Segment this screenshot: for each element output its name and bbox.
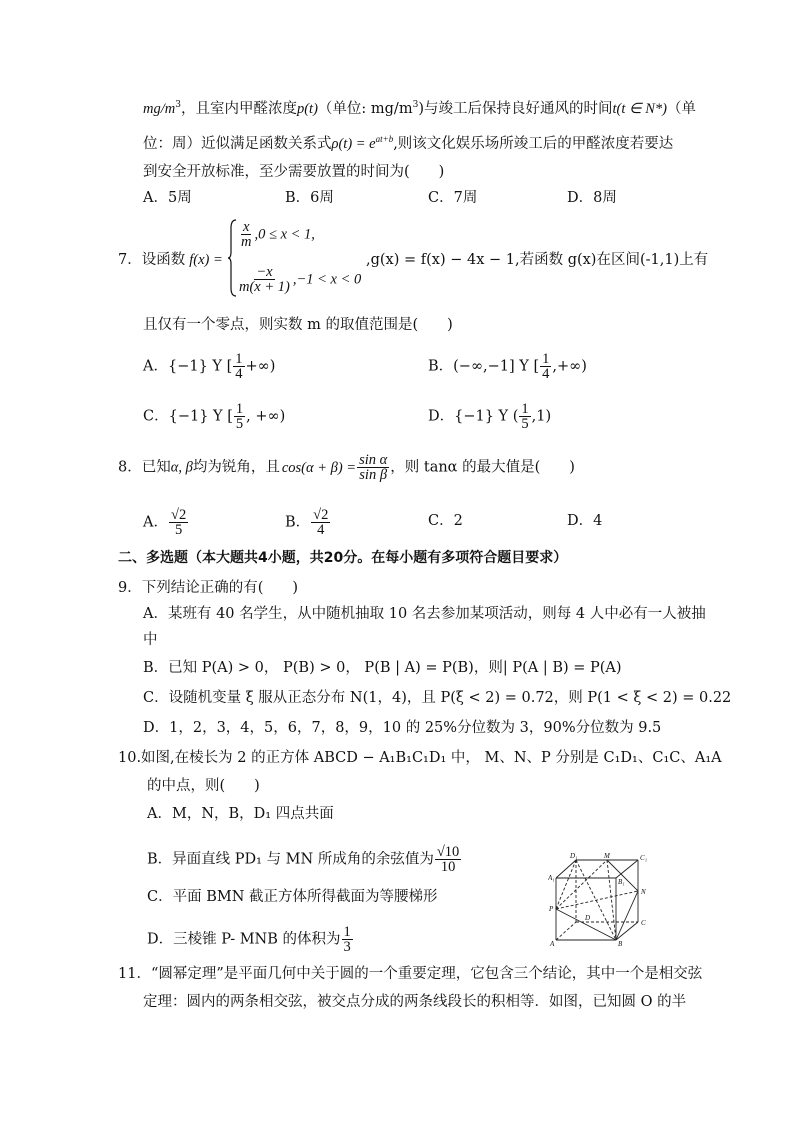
q7-a-frac — [233, 352, 244, 381]
section-heading: 二、多选题（本大题共4小题，共20分。在每小题有多项符合题目要求） — [118, 550, 568, 566]
q7-case1-frac — [239, 220, 253, 249]
q8-a-pre: A． — [143, 514, 168, 531]
q6-text5: ,则该文化娱乐场所竣工后的甲醛浓度若要达 — [393, 135, 674, 152]
q7-b-pre: B．(−∞,−1] Y [ — [428, 358, 540, 375]
q8-label: 8．已知 — [118, 459, 171, 476]
q7-d-den: 5 — [521, 416, 529, 432]
q10-b-den: 10 — [440, 859, 456, 875]
edge-ad-hidden — [556, 922, 576, 940]
q6-text4: 位：周）近似满足函数关系式 — [143, 135, 332, 152]
q10-b-num: √10 — [436, 844, 460, 860]
q7-case1-cond: ,0 ≤ x < 1, — [254, 226, 315, 243]
q8-a-num: √2 — [170, 507, 187, 523]
q7-d-num: 1 — [521, 401, 529, 417]
q7-a-pre: A．{−1} Y [ — [143, 358, 233, 375]
q8-cos: cos(α + β) = — [281, 459, 357, 476]
q7-a-num: 1 — [235, 351, 243, 367]
q6-text2: )与竣工后保持良好通风的时间 — [418, 100, 613, 117]
q8-stem — [118, 453, 575, 482]
q8-b-pre: B． — [285, 514, 311, 531]
q7-d-pre: D．{−1} Y ( — [428, 408, 519, 425]
q9-option-a-line2: 中 — [143, 632, 158, 648]
q7-option-c — [143, 402, 285, 431]
q8-b-den: 4 — [317, 522, 325, 538]
q9-option-c: C．设随机变量 ξ 服从正态分布 N(1，4)，且 P(ξ < 2) = 0.72，则 P(1 < ξ < 2) = 0.22 — [143, 690, 732, 706]
q6-option-a: A．5周 — [143, 190, 192, 206]
line-nb — [616, 891, 638, 940]
q6-option-c: C．7周 — [428, 190, 478, 206]
q7-b-post: ,+∞) — [552, 358, 587, 375]
q8-b-num: √2 — [313, 507, 329, 523]
q8-a-den: 5 — [174, 522, 183, 538]
q7-c-pre: C．{−1} Y [ — [143, 408, 233, 425]
q10-d-den: 3 — [343, 939, 351, 955]
q6-unit: （单位: mg/m — [317, 100, 413, 117]
q7-case2-den: m(x + 1) — [239, 279, 290, 295]
q6-option-d: D．8周 — [567, 190, 617, 206]
q8-frac — [357, 453, 389, 482]
q8-a-frac — [169, 508, 188, 537]
q11-line1: 11．“圆幂定理”是平面几何中关于圆的一个重要定理，它包含三个结论，其中一个是相交弦 — [118, 966, 703, 982]
q9-option-d: D．1，2，3，4，5，6，7，8，9，10 的 25%分位数为 3，90%分位数为 9.5 — [143, 720, 662, 736]
q7-prefix — [118, 250, 223, 270]
q6-exponent: at+b — [375, 134, 394, 144]
q8-num: sin α — [359, 452, 388, 468]
label-a: A — [550, 940, 555, 947]
q6-formula: ρ(t) = e — [331, 135, 376, 152]
edge-bc — [616, 922, 638, 940]
line-mn — [607, 860, 638, 891]
q7-case2-num: −x — [256, 264, 273, 280]
q7-case2-frac — [237, 265, 292, 294]
q10-option-a: A．M，N，B，D₁ 四点共面 — [147, 806, 334, 822]
label-c1: C₁ — [640, 854, 648, 862]
q8-option-c: C．2 — [428, 513, 463, 529]
label-p: P — [549, 905, 554, 913]
label-b1: B₁ — [618, 878, 625, 886]
line-mb-hidden — [607, 860, 616, 940]
q7-case1 — [238, 220, 315, 249]
label-m: M — [604, 852, 610, 860]
q7-a-den: 4 — [235, 366, 243, 382]
q10-d-num: 1 — [343, 924, 351, 940]
q10-d-frac — [342, 925, 353, 954]
q11-line2: 定理：圆内的两条相交弦，被交点分成的两条线段长的积相等．如图，已知圆 O 的半 — [143, 994, 687, 1010]
line-pn-hidden — [556, 891, 638, 909]
q10-d-pre: D．三棱锥 P- MNB 的体积为 — [147, 931, 341, 948]
q7-b-num: 1 — [542, 351, 550, 367]
q10-stem-line2: 的中点，则( ) — [147, 778, 260, 794]
q6-func: p(t) — [296, 100, 318, 117]
q7-c-post: , +∞) — [246, 408, 286, 425]
q9-option-b: B．已知 P(A) > 0， P(B) > 0， P(B | A) = P(B)，则| P(A | B) = P(A) — [143, 660, 622, 676]
q7-case2-cond: ,−1 < x < 0 — [292, 271, 362, 288]
q8-suffix: ，则 tanα 的最大值是( ) — [390, 459, 575, 476]
q7-case1-num: x — [243, 219, 250, 235]
label-n: N — [641, 888, 646, 896]
q7-label: 7．设函数 — [118, 252, 186, 268]
q6-domain: t(t ∈ N*) — [612, 100, 667, 117]
q7-b-den: 4 — [542, 366, 550, 382]
q9-stem: 9．下列结论正确的有( ) — [118, 580, 299, 596]
q10-b-frac — [435, 845, 461, 874]
q10-option-c: C．平面 BMN 截正方体所得截面为等腰梯形 — [147, 889, 438, 905]
q8-den: sin β — [359, 467, 388, 483]
label-c: C — [641, 919, 646, 927]
q10-b-pre: B．异面直线 PD₁ 与 MN 所成角的余弦值为 — [147, 851, 434, 868]
line-pd1-hidden — [556, 860, 576, 909]
q7-line2: 且仅有一个零点，则实数 m 的取值范围是( ) — [143, 317, 453, 333]
label-d: D — [585, 914, 591, 922]
q8-b-frac — [311, 508, 330, 537]
q7-c-frac — [234, 402, 245, 431]
q8-option-d: D．4 — [567, 513, 603, 529]
q7-case1-den: m — [241, 234, 252, 250]
q7-b-frac — [540, 352, 551, 381]
edge-a1d1 — [556, 860, 576, 878]
q7-d-frac — [519, 402, 530, 431]
q10-option-b — [147, 845, 462, 874]
q6-line3: 到安全开放标准，至少需要放置的时间为( ) — [143, 164, 445, 180]
q6-text: ，且室内甲醛浓度 — [180, 100, 297, 117]
label-a1: A₁ — [548, 874, 555, 882]
q7-gx: ,g(x) = f(x) − 4x − 1,若函数 g(x)在区间(-1,1)上有 — [366, 252, 709, 268]
q6-line1: $mg/m^3$，且室内甲醛浓度p(t)（单位: $mg/m^3$)与竣工后保持良好通风的时间t(t ∈ N*)（单 — [143, 100, 696, 117]
q10-stem-line1: 10.如图,在棱长为 2 的正方体 ABCD − A₁B₁C₁D₁ 中， M、N、P 分别是 C₁D₁、C₁C、A₁A — [118, 750, 722, 766]
edge-b1c1 — [616, 860, 638, 878]
line-pm-hidden — [556, 860, 607, 909]
q8-ab: α, β — [170, 459, 193, 476]
q7-a-post: +∞) — [245, 358, 276, 375]
q7-case2 — [236, 265, 361, 294]
q8-option-a — [143, 508, 189, 537]
q7-option-b — [428, 352, 587, 381]
q7-option-d — [428, 402, 551, 431]
q7-c-num: 1 — [235, 401, 244, 417]
q8-option-b — [285, 508, 331, 537]
q7-option-a — [143, 352, 275, 381]
q7-c-den: 5 — [235, 416, 244, 432]
label-b: B — [618, 940, 623, 947]
q7-fx: f(x) = — [189, 252, 223, 268]
cube-figure — [548, 852, 658, 947]
q9-option-a-line1: A．某班有 40 名学生，从中随机抽取 10 名去参加某项活动，则每 4 人中必有一人被抽 — [143, 606, 706, 622]
q6-line2 — [143, 129, 673, 154]
q8-mid: 均为锐角，且 — [192, 459, 280, 476]
q6-option-b: B．6周 — [285, 190, 334, 206]
label-d1: D₁ — [570, 852, 578, 860]
q10-option-d — [147, 925, 354, 954]
unit-text: mg/m — [143, 100, 176, 117]
q7-d-post: ,1) — [531, 408, 552, 425]
q6-text3: （单 — [667, 100, 696, 117]
